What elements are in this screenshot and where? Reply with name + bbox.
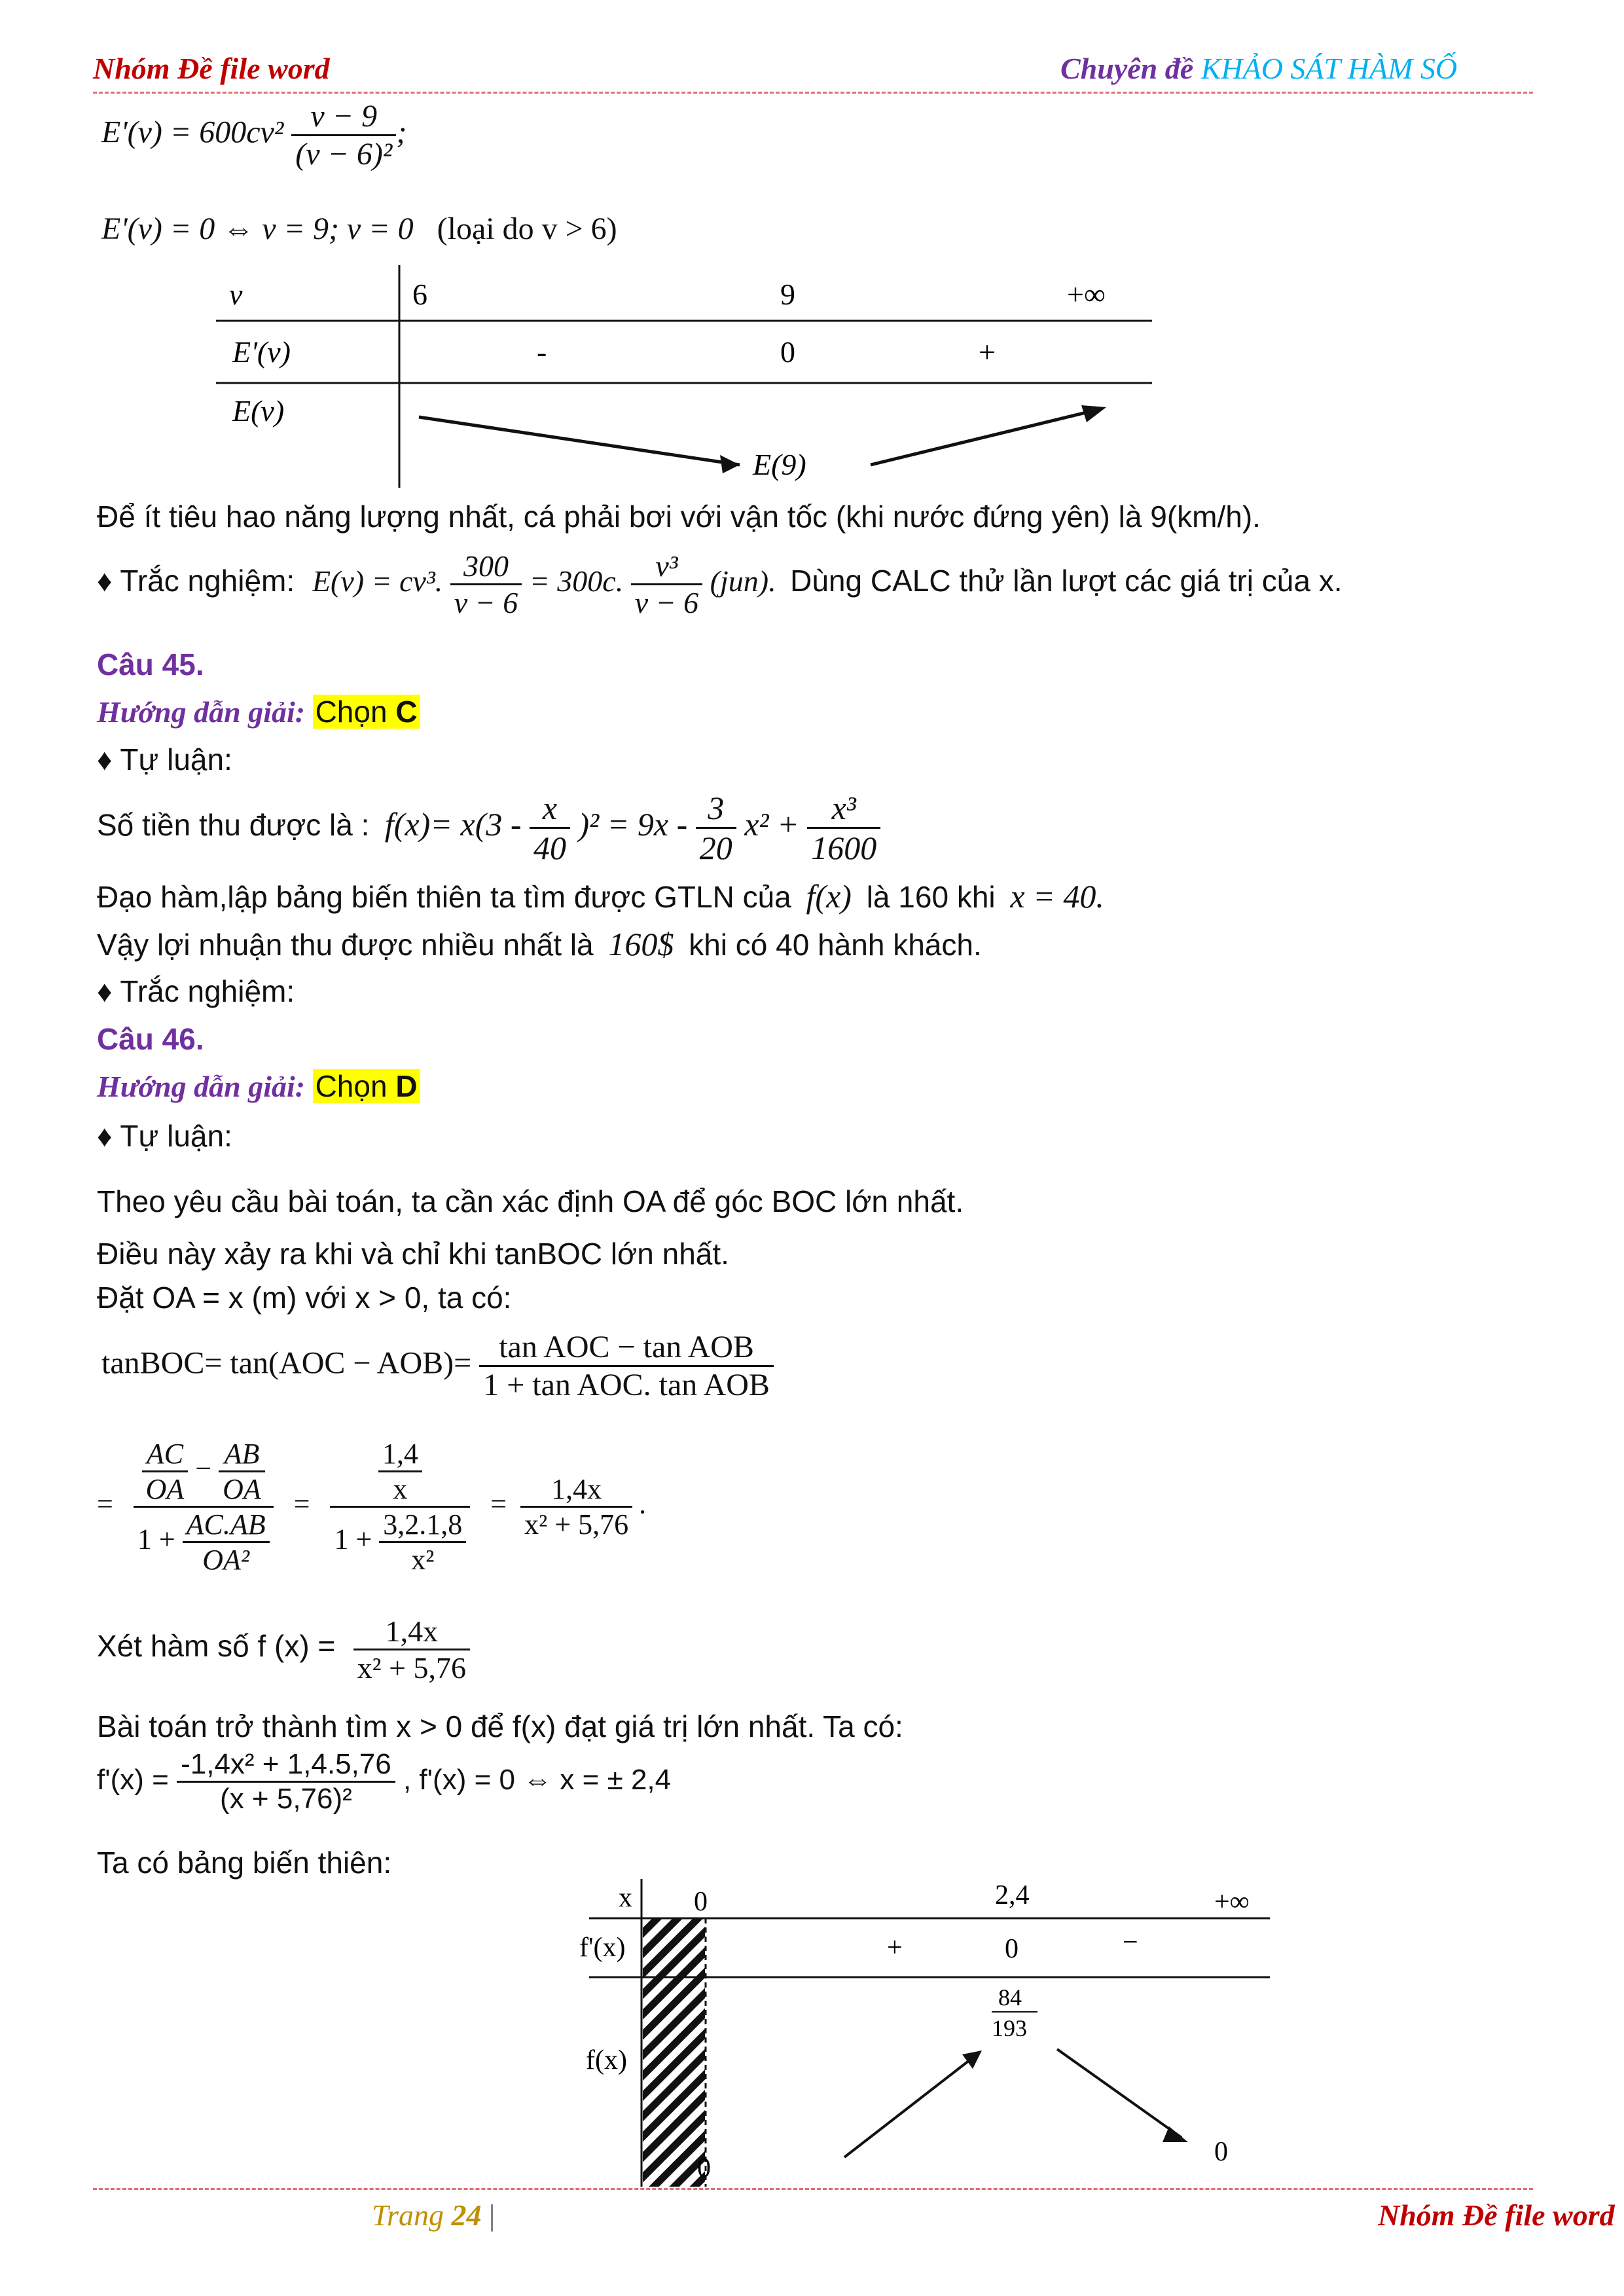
q46-guide-line bbox=[97, 1068, 420, 1104]
prev-tn-frac2-den: v − 6 bbox=[634, 586, 699, 619]
q45-trac-nghiem: ♦ Trắc nghiệm: bbox=[97, 974, 295, 1008]
q46-l5: Ta có bảng biến thiên: bbox=[97, 1846, 392, 1880]
prev-tn-frac1 bbox=[450, 549, 522, 620]
q45-frac1: $\frac{x}{40}$ bbox=[530, 789, 570, 867]
q46-l1: Theo yêu cầu bài toán, ta cần xác định OA để góc BOC lớn nhất. bbox=[97, 1184, 964, 1218]
q46-l3: Đặt OA = x (m) với x > 0, ta có: bbox=[97, 1281, 512, 1315]
footer-right: Nhóm Đề file word bbox=[1378, 2198, 1615, 2232]
header-right bbox=[1060, 51, 1457, 86]
q46-xet: Xét hàm số f (x) = $\frac{1,4x}{\text{x² + 5,76}}$ bbox=[97, 1614, 470, 1685]
q45-frac2: $\frac{3}{20}$ bbox=[696, 789, 736, 867]
q45-f-b: )² = 9x - bbox=[578, 805, 688, 843]
q46-table-f: f(x) bbox=[586, 2045, 627, 2075]
q46-table-xinf: +∞ bbox=[1214, 1887, 1250, 1917]
q45-line2: Đạo hàm,lập bảng biến thiên ta tìm được GTLN của f(x) là 160 khi x = 40. bbox=[97, 878, 1104, 915]
q45-frac3: $\frac{\text{x³}}{1600}$ bbox=[807, 789, 880, 867]
q46-table-x24: 2,4 bbox=[995, 1880, 1030, 1910]
q46-l2: Điều này xảy ra khi và chỉ khi tanBOC lớn nhất. bbox=[97, 1237, 729, 1271]
header-divider bbox=[93, 92, 1533, 94]
q46-tan-line bbox=[101, 1329, 774, 1403]
footer-page-num: 24 bbox=[451, 2198, 482, 2232]
prev-trac-nghiem bbox=[97, 549, 1343, 620]
q46-eq-c: $\frac{1,4x}{\text{x² + 5,76}}$ bbox=[520, 1472, 632, 1541]
q46-deriv: f'(x) = $\frac{\text{-1,4x² + 1,4.5,76}}{\text{(x + 5,76)²}}$ , f'(x) = 0 ⇔ x = ± 2,4 bbox=[97, 1748, 672, 1815]
q45-choose: Chọn C bbox=[313, 695, 420, 729]
q46-l4: Bài toán trở thành tìm x > 0 để f(x) đạt giá trị lớn nhất. Ta có: bbox=[97, 1709, 903, 1743]
q45-line3: Vậy lợi nhuận thu được nhiều nhất là 160$ khi có 40 hành khách. bbox=[97, 926, 982, 962]
prev-table-inf: +∞ bbox=[1067, 278, 1106, 311]
q46-table-x0: 0 bbox=[694, 1887, 708, 1917]
q46-title: Câu 46. bbox=[97, 1022, 204, 1056]
prev-deriv-num: v − 9 bbox=[291, 98, 396, 136]
prev-table-zero: 0 bbox=[780, 335, 795, 369]
footer-page-label: Trang bbox=[372, 2198, 444, 2232]
q45-money-label: Số tiền thu được là : bbox=[97, 807, 370, 842]
q46-table-minus: − bbox=[1123, 1927, 1138, 1958]
q46-tu-luan: ♦ Tự luận: bbox=[97, 1119, 232, 1153]
footer-sep: | bbox=[488, 2198, 496, 2232]
prev-table-e9: E(9) bbox=[753, 448, 806, 481]
q45-title: Câu 45. bbox=[97, 647, 204, 682]
prev-table-6: 6 bbox=[412, 278, 427, 311]
footer-divider bbox=[93, 2188, 1533, 2190]
prev-variation-table bbox=[216, 265, 1165, 488]
q46-choose: Chọn D bbox=[313, 1069, 420, 1103]
q45-tu-luan: ♦ Tự luận: bbox=[97, 742, 232, 776]
q46-eq-a: $\frac{AC}{OA}$ − $\frac{AB}{OA}$ 1 + $\frac{AC.AB}{\text{OA²}}$ bbox=[134, 1437, 274, 1576]
q46-table-x: x bbox=[619, 1883, 632, 1913]
footer-page bbox=[372, 2198, 495, 2232]
q46-deriv-frac: $\frac{\text{-1,4x² + 1,4.5,76}}{\text{(x + 5,76)²}}$ bbox=[177, 1748, 395, 1815]
prev-table-minus: - bbox=[537, 335, 547, 369]
prev-tn-frac1-num: 300 bbox=[450, 549, 522, 585]
q46-xet-frac: $\frac{1,4x}{\text{x² + 5,76}}$ bbox=[353, 1614, 470, 1685]
q46-tan-lhs: tanBOC= tan(AOC − AOB)= bbox=[101, 1345, 472, 1381]
prev-zero-eq: E'(v) = 0 ⇔ v = 9; v = 0 bbox=[101, 211, 414, 246]
q45-f-c: x² + bbox=[744, 805, 799, 843]
q46-eq-chain: = $\frac{AC}{OA}$ − $\frac{AB}{OA}$ 1 + $\frac{AC.AB}{\text{OA²}}$ = $\frac{1,4}{x}$ 1 + $\frac{3,2.1,8}{\text{x²}}$ = $\frac{1,4x}{\text{x² + 5,76}}$ . bbox=[97, 1438, 647, 1576]
q46-table-max-num: 84 bbox=[998, 1984, 1022, 2011]
prev-tn-tail: Dùng CALC thử lần lượt các giá trị của x. bbox=[790, 564, 1343, 598]
q45-f-a: f(x)= x(3 - bbox=[384, 805, 522, 843]
q46-table-max-den: 193 bbox=[992, 2015, 1027, 2041]
prev-table-9: 9 bbox=[780, 278, 795, 311]
q46-table-f-right: 0 bbox=[1214, 2137, 1228, 2167]
q45-money bbox=[97, 789, 880, 867]
prev-tn-b: = 300c. bbox=[529, 564, 624, 598]
q46-variation-table bbox=[569, 1879, 1290, 2187]
prev-tn-a: E(v) = cv³. bbox=[312, 564, 443, 598]
prev-derivative bbox=[101, 98, 406, 172]
prev-conclusion: Để ít tiêu hao năng lượng nhất, cá phải bơi với vận tốc (khi nước đứng yên) là 9(km/h). bbox=[97, 500, 1261, 534]
prev-tn-frac1-den: v − 6 bbox=[454, 586, 518, 619]
prev-tn-frac2-num: v³ bbox=[631, 549, 702, 585]
prev-deriv-den: (v − 6)² bbox=[295, 137, 393, 172]
q45-guide-line bbox=[97, 694, 420, 729]
prev-deriv-frac bbox=[291, 98, 396, 172]
prev-tn-label: ♦ Trắc nghiệm: bbox=[97, 564, 295, 598]
prev-deriv-end: ; bbox=[396, 115, 407, 150]
q46-eq-b: $\frac{1,4}{x}$ 1 + $\frac{3,2.1,8}{\text{x²}}$ bbox=[330, 1437, 470, 1576]
header-left: Nhóm Đề file word bbox=[93, 52, 330, 85]
prev-tn-c: (jun). bbox=[710, 564, 776, 598]
prev-table-plus: + bbox=[979, 335, 996, 369]
q46-table-plus: + bbox=[887, 1933, 903, 1963]
q46-table-fp: f'(x) bbox=[579, 1933, 626, 1963]
prev-table-v: v bbox=[229, 278, 243, 311]
q46-table-fp0: 0 bbox=[1005, 1934, 1019, 1964]
prev-table-ev: E(v) bbox=[232, 394, 285, 428]
prev-deriv-lhs: E'(v) = 600cv² bbox=[101, 115, 284, 150]
header-right-topic: KHẢO SÁT HÀM SỐ bbox=[1200, 52, 1458, 85]
q45-guide: Hướng dẫn giải: bbox=[97, 695, 306, 729]
prev-zero-note: (loại do v > 6) bbox=[437, 211, 617, 246]
q46-guide: Hướng dẫn giải: bbox=[97, 1070, 306, 1103]
header-right-prefix: Chuyên đề bbox=[1060, 52, 1201, 85]
prev-zero-line bbox=[101, 211, 617, 247]
q46-tan-frac: $\frac{\text{tan AOC − tan AOB}}{\text{1 + tan AOC. tan AOB}}$ bbox=[479, 1329, 774, 1403]
q46-table-f0: 0 bbox=[697, 2153, 711, 2183]
prev-tn-frac2 bbox=[631, 549, 702, 620]
prev-table-eprime: E'(v) bbox=[232, 335, 291, 369]
